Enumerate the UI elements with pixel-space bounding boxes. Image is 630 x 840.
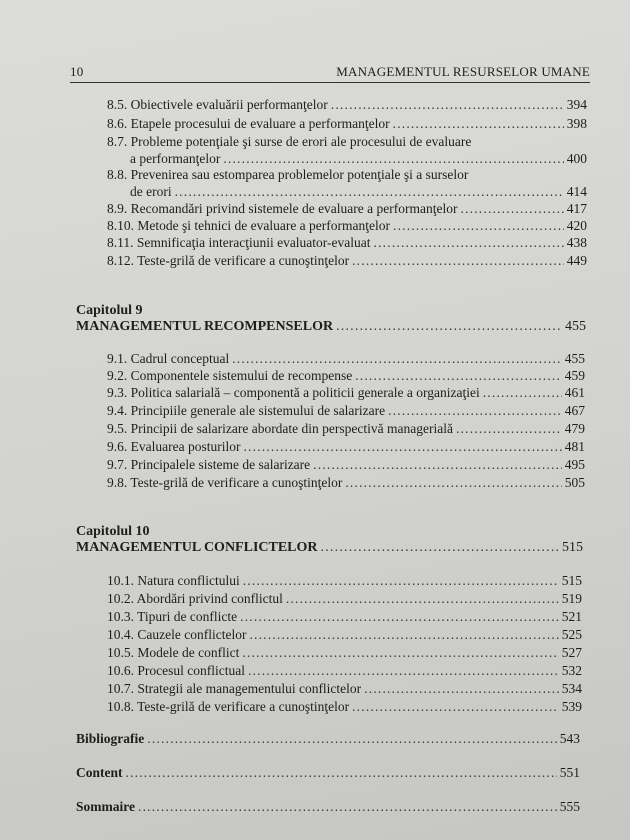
- chapter-title-entry: [76, 319, 586, 335]
- leader-dots: [240, 609, 559, 625]
- entry-page: 479: [564, 421, 585, 436]
- leader-dots: [331, 97, 564, 113]
- entry-page: 467: [564, 403, 585, 418]
- entry-label: 9.3. Politica salarială – componentă a politicii generale a organizaţiei: [107, 385, 480, 400]
- leader-dots: [243, 439, 561, 455]
- toc-entry: [107, 645, 582, 661]
- entry-label-line1: 8.7. Probleme potenţiale şi surse de erori ale procesului de evaluare: [107, 134, 472, 149]
- entry-label: Bibliografie: [76, 731, 145, 746]
- entry-page: 527: [561, 645, 582, 660]
- entry-page: 461: [564, 385, 585, 400]
- entry-label: 10.8. Teste-grilă de verificare a cunoştinţelor: [107, 699, 350, 714]
- entry-page: 532: [561, 663, 582, 678]
- entry-page: 398: [566, 116, 587, 131]
- entry-page: 459: [564, 368, 585, 383]
- toc-entry: [107, 235, 587, 251]
- entry-page: 495: [564, 457, 585, 472]
- entry-label: 9.7. Principalele sisteme de salarizare: [107, 457, 311, 472]
- leader-dots: [352, 253, 564, 269]
- entry-page: 543: [559, 731, 580, 746]
- leader-dots: [483, 385, 562, 401]
- entry-page: 481: [564, 439, 585, 454]
- toc-entry-content: [76, 765, 580, 781]
- toc-entry: [107, 439, 585, 455]
- entry-label: a performanţelor: [130, 151, 221, 166]
- leader-dots: [232, 351, 562, 367]
- leader-dots: [248, 663, 559, 679]
- toc-entry: [107, 403, 585, 419]
- entry-label: 10.1. Natura conflictului: [107, 573, 240, 588]
- toc-entry: [107, 457, 585, 473]
- toc-entry: [107, 421, 585, 437]
- leader-dots: [393, 116, 564, 132]
- toc-entry: [107, 253, 587, 269]
- entry-label: 10.5. Modele de conflict: [107, 645, 240, 660]
- toc-entry: [107, 385, 585, 401]
- entry-label: 8.9. Recomandări privind sistemele de evaluare a performanţelor: [107, 201, 458, 216]
- entry-page: 515: [561, 573, 582, 588]
- toc-entry: [107, 201, 587, 217]
- leader-dots: [242, 645, 558, 661]
- entry-label: 8.6. Etapele procesului de evaluare a performanţelor: [107, 116, 390, 131]
- leader-dots: [321, 540, 559, 556]
- entry-page: 519: [561, 591, 582, 606]
- entry-page: 449: [566, 253, 587, 268]
- entry-label: 10.3. Tipuri de conflicte: [107, 609, 238, 624]
- leader-dots: [313, 457, 562, 473]
- entry-label: 10.4. Cauzele conflictelor: [107, 627, 247, 642]
- entry-label: Sommaire: [76, 799, 135, 814]
- entry-page: 420: [566, 218, 587, 233]
- running-title: MANAGEMENTUL RESURSELOR UMANE: [336, 64, 590, 79]
- toc-entry: [107, 218, 587, 234]
- running-header: [70, 64, 590, 83]
- toc-entry: [107, 591, 582, 607]
- entry-label: 8.12. Teste-grilă de verificare a cunoştinţelor: [107, 253, 350, 268]
- leader-dots: [138, 799, 557, 815]
- toc-entry: [107, 351, 585, 367]
- entry-label: 9.6. Evaluarea posturilor: [107, 439, 241, 454]
- entry-label-line1: 8.8. Prevenirea sau estomparea problemelor potenţiale şi a surselor: [107, 167, 469, 182]
- toc-entry: [107, 681, 582, 697]
- leader-dots: [461, 201, 564, 217]
- page-number: 10: [70, 64, 84, 79]
- leader-dots: [364, 681, 559, 697]
- entry-label: 10.2. Abordări privind conflictul: [107, 591, 283, 606]
- entry-page: 400: [566, 151, 587, 166]
- toc-entry: [107, 116, 587, 132]
- toc-entry: [107, 627, 582, 643]
- entry-label: 9.1. Cadrul conceptual: [107, 351, 230, 366]
- entry-label: 8.11. Semnificaţia interacţiunii evaluator-evaluat: [107, 235, 371, 250]
- entry-label: 8.10. Metode şi tehnici de evaluare a performanţelor: [107, 218, 391, 233]
- leader-dots: [336, 319, 562, 335]
- chapter-title-entry: [76, 540, 583, 556]
- entry-page: 438: [566, 235, 587, 250]
- leader-dots: [374, 235, 564, 251]
- entry-page: 414: [566, 184, 587, 199]
- entry-page: 555: [559, 799, 580, 814]
- leader-dots: [126, 765, 557, 781]
- leader-dots: [388, 403, 562, 419]
- entry-page: 539: [561, 699, 582, 714]
- toc-entry: [107, 368, 585, 384]
- entry-label: 10.6. Procesul conflictual: [107, 663, 245, 678]
- entry-page: 455: [564, 351, 585, 366]
- entry-page: 505: [564, 475, 585, 490]
- entry-label: de erori: [130, 184, 172, 199]
- entry-label: 8.5. Obiectivele evaluării performanţelor: [107, 97, 328, 112]
- entry-page: 534: [561, 681, 582, 696]
- entry-page: 521: [561, 609, 582, 624]
- toc-entry: [107, 97, 587, 113]
- leader-dots: [456, 421, 562, 437]
- entry-label: 10.7. Strategii ale managementului conflictelor: [107, 681, 362, 696]
- toc-entry-sommaire: [76, 799, 580, 815]
- leader-dots: [223, 151, 563, 167]
- leader-dots: [249, 627, 558, 643]
- toc-entry: [107, 475, 585, 491]
- entry-page: 394: [566, 97, 587, 112]
- leader-dots: [393, 218, 564, 234]
- entry-page: 417: [566, 201, 587, 216]
- toc-entry-bibliography: [76, 731, 580, 747]
- chapter-heading: Capitolul 9: [76, 303, 143, 318]
- leader-dots: [286, 591, 559, 607]
- entry-label: 9.4. Principiile generale ale sistemului de salarizare: [107, 403, 386, 418]
- leader-dots: [175, 184, 564, 200]
- leader-dots: [243, 573, 559, 589]
- entry-label: 9.8. Teste-grilă de verificare a cunoştinţelor: [107, 475, 343, 490]
- toc-entry: [107, 573, 582, 589]
- entry-label: 9.2. Componentele sistemului de recompense: [107, 368, 353, 383]
- toc-entry: [107, 609, 582, 625]
- entry-page: 525: [561, 627, 582, 642]
- chapter-page: 455: [565, 319, 586, 334]
- leader-dots: [345, 475, 561, 491]
- entry-page: 551: [559, 765, 580, 780]
- leader-dots: [352, 699, 559, 715]
- toc-entry: [130, 151, 587, 167]
- toc-entry: [107, 699, 582, 715]
- chapter-page: 515: [562, 540, 583, 555]
- entry-label: 9.5. Principii de salarizare abordate din perspectivă managerială: [107, 421, 453, 436]
- toc-entry: [130, 184, 587, 200]
- chapter-heading: Capitolul 10: [76, 524, 150, 539]
- chapter-title: MANAGEMENTUL CONFLICTELOR: [76, 540, 318, 555]
- leader-dots: [355, 368, 562, 384]
- toc-entry: [107, 663, 582, 679]
- leader-dots: [147, 731, 557, 747]
- entry-label: Content: [76, 765, 123, 780]
- chapter-title: MANAGEMENTUL RECOMPENSELOR: [76, 319, 334, 334]
